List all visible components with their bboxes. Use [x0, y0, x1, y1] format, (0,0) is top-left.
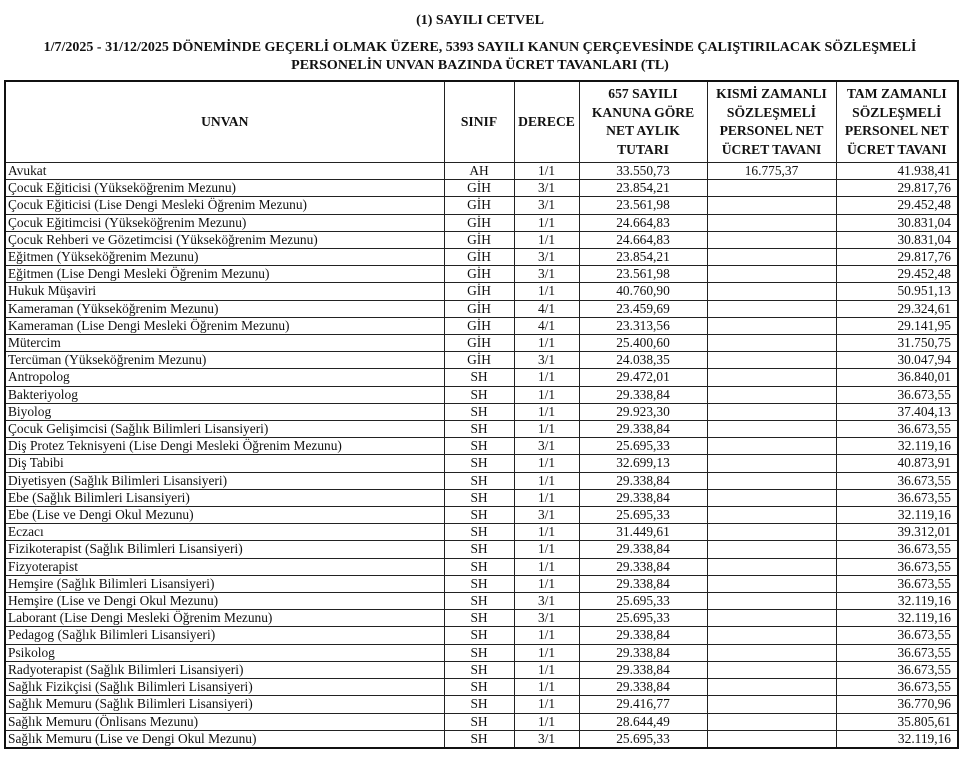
- cell-unvan: Biyolog: [5, 403, 444, 420]
- table-row: [5, 163, 958, 180]
- table-row: [5, 558, 958, 575]
- cell-derece: 1/1: [514, 231, 579, 248]
- cell-kismi-zamanli: [707, 180, 836, 197]
- cell-net-aylik: 29.338,84: [579, 661, 707, 678]
- cell-net-aylik: 29.923,30: [579, 403, 707, 420]
- cell-unvan: Ebe (Sağlık Bilimleri Lisansiyeri): [5, 489, 444, 506]
- cell-tam-zamanli: 30.831,04: [836, 214, 958, 231]
- cell-kismi-zamanli: [707, 386, 836, 403]
- cell-derece: 1/1: [514, 335, 579, 352]
- cell-tam-zamanli: 36.673,55: [836, 541, 958, 558]
- cell-net-aylik: 29.338,84: [579, 644, 707, 661]
- cell-tam-zamanli: 50.951,13: [836, 283, 958, 300]
- table-row: [5, 661, 958, 678]
- table-row: [5, 610, 958, 627]
- cell-kismi-zamanli: [707, 231, 836, 248]
- cell-sinif: SH: [444, 403, 514, 420]
- cell-sinif: SH: [444, 627, 514, 644]
- cell-net-aylik: 29.338,84: [579, 489, 707, 506]
- cell-unvan: Kameraman (Lise Dengi Mesleki Öğrenim Mezunu): [5, 317, 444, 334]
- table-row: [5, 369, 958, 386]
- table-row: [5, 180, 958, 197]
- table-row: [5, 507, 958, 524]
- table-row: [5, 713, 958, 730]
- cell-tam-zamanli: 35.805,61: [836, 713, 958, 730]
- cell-net-aylik: 33.550,73: [579, 163, 707, 180]
- cell-tam-zamanli: 29.817,76: [836, 180, 958, 197]
- cell-sinif: SH: [444, 610, 514, 627]
- cell-derece: 1/1: [514, 421, 579, 438]
- document-subtitle-line-1: 1/7/2025 - 31/12/2025 DÖNEMİNDE GEÇERLİ OLMAK ÜZERE, 5393 SAYILI KANUN ÇERÇEVESİNDE ÇALIŞTIRILACAK SÖZLEŞMELİ: [43, 40, 917, 55]
- cell-unvan: Mütercim: [5, 335, 444, 352]
- cell-net-aylik: 29.338,84: [579, 472, 707, 489]
- cell-sinif: SH: [444, 386, 514, 403]
- cell-sinif: SH: [444, 421, 514, 438]
- cell-derece: 1/1: [514, 575, 579, 592]
- cell-unvan: Hemşire (Sağlık Bilimleri Lisansiyeri): [5, 575, 444, 592]
- header-tam-zamanli: TAM ZAMANLI SÖZLEŞMELİ PERSONEL NET ÜCRET TAVANI: [836, 81, 958, 163]
- table-row: [5, 696, 958, 713]
- cell-derece: 1/1: [514, 627, 579, 644]
- cell-derece: 1/1: [514, 558, 579, 575]
- cell-net-aylik: 29.338,84: [579, 558, 707, 575]
- cell-derece: 1/1: [514, 541, 579, 558]
- table-row: [5, 524, 958, 541]
- cell-unvan: Kameraman (Yükseköğrenim Mezunu): [5, 300, 444, 317]
- cell-net-aylik: 32.699,13: [579, 455, 707, 472]
- cell-tam-zamanli: 36.840,01: [836, 369, 958, 386]
- table-row: [5, 317, 958, 334]
- cell-tam-zamanli: 36.770,96: [836, 696, 958, 713]
- cell-derece: 1/1: [514, 679, 579, 696]
- cell-tam-zamanli: 29.452,48: [836, 266, 958, 283]
- cell-sinif: SH: [444, 575, 514, 592]
- cell-net-aylik: 28.644,49: [579, 713, 707, 730]
- cell-net-aylik: 23.854,21: [579, 180, 707, 197]
- cell-net-aylik: 24.664,83: [579, 214, 707, 231]
- cell-sinif: GİH: [444, 231, 514, 248]
- cell-derece: 1/1: [514, 163, 579, 180]
- cell-unvan: Fizyoterapist: [5, 558, 444, 575]
- cell-unvan: Sağlık Fizikçisi (Sağlık Bilimleri Lisansiyeri): [5, 679, 444, 696]
- cell-derece: 1/1: [514, 696, 579, 713]
- cell-kismi-zamanli: [707, 679, 836, 696]
- cell-kismi-zamanli: [707, 438, 836, 455]
- cell-derece: 1/1: [514, 369, 579, 386]
- cell-derece: 1/1: [514, 661, 579, 678]
- cell-derece: 1/1: [514, 283, 579, 300]
- cell-derece: 1/1: [514, 214, 579, 231]
- cell-net-aylik: 23.561,98: [579, 197, 707, 214]
- cell-derece: 3/1: [514, 438, 579, 455]
- cell-sinif: SH: [444, 369, 514, 386]
- cell-derece: 3/1: [514, 197, 579, 214]
- cell-kismi-zamanli: [707, 317, 836, 334]
- cell-unvan: Diyetisyen (Sağlık Bilimleri Lisansiyeri): [5, 472, 444, 489]
- cell-kismi-zamanli: [707, 403, 836, 420]
- cell-sinif: GİH: [444, 335, 514, 352]
- cell-net-aylik: 23.313,56: [579, 317, 707, 334]
- cell-net-aylik: 29.338,84: [579, 541, 707, 558]
- cell-sinif: SH: [444, 558, 514, 575]
- cell-kismi-zamanli: [707, 335, 836, 352]
- cell-tam-zamanli: 36.673,55: [836, 661, 958, 678]
- table-header: [5, 81, 958, 163]
- cell-derece: 1/1: [514, 713, 579, 730]
- cell-net-aylik: 25.695,33: [579, 507, 707, 524]
- cell-kismi-zamanli: [707, 352, 836, 369]
- table-row: [5, 249, 958, 266]
- cell-tam-zamanli: 36.673,55: [836, 627, 958, 644]
- cell-kismi-zamanli: [707, 558, 836, 575]
- cell-tam-zamanli: 29.817,76: [836, 249, 958, 266]
- cell-tam-zamanli: 36.673,55: [836, 644, 958, 661]
- cell-sinif: SH: [444, 730, 514, 748]
- table-row: [5, 541, 958, 558]
- table-row: [5, 438, 958, 455]
- cell-derece: 4/1: [514, 317, 579, 334]
- cell-kismi-zamanli: [707, 369, 836, 386]
- cell-kismi-zamanli: [707, 249, 836, 266]
- cell-net-aylik: 29.416,77: [579, 696, 707, 713]
- cell-sinif: SH: [444, 644, 514, 661]
- cell-unvan: Fizikoterapist (Sağlık Bilimleri Lisansiyeri): [5, 541, 444, 558]
- cell-unvan: Hukuk Müşaviri: [5, 283, 444, 300]
- cell-sinif: SH: [444, 696, 514, 713]
- header-derece: DERECE: [514, 81, 579, 163]
- table-row: [5, 266, 958, 283]
- cell-sinif: SH: [444, 541, 514, 558]
- cell-unvan: Diş Tabibi: [5, 455, 444, 472]
- cell-net-aylik: 25.695,33: [579, 438, 707, 455]
- cell-tam-zamanli: 32.119,16: [836, 507, 958, 524]
- table-row: [5, 335, 958, 352]
- cell-derece: 1/1: [514, 403, 579, 420]
- cell-tam-zamanli: 31.750,75: [836, 335, 958, 352]
- cell-kismi-zamanli: [707, 300, 836, 317]
- cell-kismi-zamanli: [707, 455, 836, 472]
- cell-sinif: SH: [444, 472, 514, 489]
- cell-net-aylik: 25.695,33: [579, 730, 707, 748]
- cell-kismi-zamanli: [707, 644, 836, 661]
- cell-sinif: AH: [444, 163, 514, 180]
- cell-unvan: Psikolog: [5, 644, 444, 661]
- cell-kismi-zamanli: [707, 524, 836, 541]
- cell-net-aylik: 29.338,84: [579, 421, 707, 438]
- table-row: [5, 627, 958, 644]
- cell-derece: 3/1: [514, 249, 579, 266]
- cell-sinif: SH: [444, 593, 514, 610]
- cell-tam-zamanli: 29.452,48: [836, 197, 958, 214]
- cell-net-aylik: 24.664,83: [579, 231, 707, 248]
- cell-derece: 3/1: [514, 352, 579, 369]
- cell-sinif: SH: [444, 524, 514, 541]
- cell-derece: 3/1: [514, 730, 579, 748]
- cell-unvan: Çocuk Gelişimcisi (Sağlık Bilimleri Lisansiyeri): [5, 421, 444, 438]
- cell-tam-zamanli: 29.324,61: [836, 300, 958, 317]
- cell-sinif: GİH: [444, 180, 514, 197]
- table-row: [5, 231, 958, 248]
- header-kismi-zamanli: KISMİ ZAMANLI SÖZLEŞMELİ PERSONEL NET ÜCRET TAVANI: [707, 81, 836, 163]
- table-row: [5, 455, 958, 472]
- cell-sinif: SH: [444, 507, 514, 524]
- cell-tam-zamanli: 30.831,04: [836, 231, 958, 248]
- cell-derece: 1/1: [514, 386, 579, 403]
- table-row: [5, 214, 958, 231]
- document-title: (1) SAYILI CETVEL: [416, 13, 544, 28]
- cell-derece: 3/1: [514, 610, 579, 627]
- header-row: [5, 81, 958, 163]
- cell-derece: 1/1: [514, 524, 579, 541]
- cell-unvan: Eğitmen (Lise Dengi Mesleki Öğrenim Mezunu): [5, 266, 444, 283]
- cell-tam-zamanli: 41.938,41: [836, 163, 958, 180]
- cell-sinif: SH: [444, 438, 514, 455]
- cell-unvan: Çocuk Eğitimcisi (Yükseköğrenim Mezunu): [5, 214, 444, 231]
- cell-unvan: Bakteriyolog: [5, 386, 444, 403]
- table-row: [5, 593, 958, 610]
- cell-unvan: Sağlık Memuru (Sağlık Bilimleri Lisansiyeri): [5, 696, 444, 713]
- cell-derece: 3/1: [514, 180, 579, 197]
- cell-tam-zamanli: 29.141,95: [836, 317, 958, 334]
- cell-tam-zamanli: 37.404,13: [836, 403, 958, 420]
- header-net-aylik: 657 SAYILI KANUNA GÖRE NET AYLIK TUTARI: [579, 81, 707, 163]
- cell-kismi-zamanli: [707, 283, 836, 300]
- cell-kismi-zamanli: [707, 593, 836, 610]
- cell-net-aylik: 29.472,01: [579, 369, 707, 386]
- cell-tam-zamanli: 36.673,55: [836, 386, 958, 403]
- cell-kismi-zamanli: [707, 421, 836, 438]
- cell-derece: 3/1: [514, 266, 579, 283]
- cell-sinif: GİH: [444, 214, 514, 231]
- cell-tam-zamanli: 32.119,16: [836, 610, 958, 627]
- table-row: [5, 472, 958, 489]
- cell-sinif: SH: [444, 679, 514, 696]
- cell-unvan: Çocuk Eğiticisi (Lise Dengi Mesleki Öğrenim Mezunu): [5, 197, 444, 214]
- cell-kismi-zamanli: [707, 197, 836, 214]
- cell-derece: 1/1: [514, 644, 579, 661]
- cell-net-aylik: 25.695,33: [579, 610, 707, 627]
- cell-derece: 3/1: [514, 593, 579, 610]
- document-subtitle-line-2: PERSONELİN UNVAN BAZINDA ÜCRET TAVANLARI (TL): [291, 58, 669, 73]
- cell-kismi-zamanli: [707, 472, 836, 489]
- cell-derece: 1/1: [514, 489, 579, 506]
- cell-derece: 4/1: [514, 300, 579, 317]
- cell-unvan: Çocuk Rehberi ve Gözetimcisi (Yükseköğrenim Mezunu): [5, 231, 444, 248]
- cell-net-aylik: 29.338,84: [579, 679, 707, 696]
- table-row: [5, 644, 958, 661]
- table-row: [5, 352, 958, 369]
- cell-sinif: GİH: [444, 283, 514, 300]
- cell-tam-zamanli: 40.873,91: [836, 455, 958, 472]
- cell-kismi-zamanli: [707, 266, 836, 283]
- cell-net-aylik: 29.338,84: [579, 386, 707, 403]
- cell-tam-zamanli: 32.119,16: [836, 730, 958, 748]
- table-row: [5, 300, 958, 317]
- cell-tam-zamanli: 36.673,55: [836, 575, 958, 592]
- cell-kismi-zamanli: [707, 575, 836, 592]
- cell-sinif: GİH: [444, 352, 514, 369]
- cell-tam-zamanli: 36.673,55: [836, 489, 958, 506]
- table-row: [5, 679, 958, 696]
- cell-tam-zamanli: 32.119,16: [836, 438, 958, 455]
- table-row: [5, 386, 958, 403]
- cell-unvan: Sağlık Memuru (Önlisans Mezunu): [5, 713, 444, 730]
- cell-kismi-zamanli: [707, 610, 836, 627]
- cell-net-aylik: 29.338,84: [579, 575, 707, 592]
- cell-sinif: GİH: [444, 317, 514, 334]
- table-row: [5, 403, 958, 420]
- cell-unvan: Radyoterapist (Sağlık Bilimleri Lisansiyeri): [5, 661, 444, 678]
- cell-derece: 3/1: [514, 507, 579, 524]
- cell-derece: 1/1: [514, 455, 579, 472]
- cell-unvan: Tercüman (Yükseköğrenim Mezunu): [5, 352, 444, 369]
- cell-unvan: Eczacı: [5, 524, 444, 541]
- cell-sinif: GİH: [444, 300, 514, 317]
- cell-unvan: Sağlık Memuru (Lise ve Dengi Okul Mezunu): [5, 730, 444, 748]
- cell-tam-zamanli: 36.673,55: [836, 472, 958, 489]
- cell-kismi-zamanli: [707, 730, 836, 748]
- cell-kismi-zamanli: [707, 507, 836, 524]
- cell-kismi-zamanli: [707, 627, 836, 644]
- cell-kismi-zamanli: [707, 696, 836, 713]
- cell-kismi-zamanli: [707, 541, 836, 558]
- table-row: [5, 489, 958, 506]
- cell-tam-zamanli: 36.673,55: [836, 679, 958, 696]
- cell-net-aylik: 23.459,69: [579, 300, 707, 317]
- cell-unvan: Antropolog: [5, 369, 444, 386]
- cell-net-aylik: 25.400,60: [579, 335, 707, 352]
- cell-net-aylik: 24.038,35: [579, 352, 707, 369]
- cell-kismi-zamanli: [707, 661, 836, 678]
- cell-net-aylik: 31.449,61: [579, 524, 707, 541]
- cell-sinif: GİH: [444, 197, 514, 214]
- cell-kismi-zamanli: [707, 713, 836, 730]
- cell-kismi-zamanli: 16.775,37: [707, 163, 836, 180]
- cell-unvan: Laborant (Lise Dengi Mesleki Öğrenim Mezunu): [5, 610, 444, 627]
- cell-net-aylik: 29.338,84: [579, 627, 707, 644]
- cell-kismi-zamanli: [707, 214, 836, 231]
- cell-kismi-zamanli: [707, 489, 836, 506]
- cell-tam-zamanli: 39.312,01: [836, 524, 958, 541]
- header-unvan: UNVAN: [5, 81, 444, 163]
- cell-unvan: Hemşire (Lise ve Dengi Okul Mezunu): [5, 593, 444, 610]
- cell-sinif: SH: [444, 661, 514, 678]
- cell-tam-zamanli: 32.119,16: [836, 593, 958, 610]
- cell-net-aylik: 25.695,33: [579, 593, 707, 610]
- cell-unvan: Pedagog (Sağlık Bilimleri Lisansiyeri): [5, 627, 444, 644]
- cell-net-aylik: 40.760,90: [579, 283, 707, 300]
- table-row: [5, 730, 958, 748]
- cell-sinif: GİH: [444, 249, 514, 266]
- cell-tam-zamanli: 30.047,94: [836, 352, 958, 369]
- table-body: [5, 163, 958, 748]
- table-row: [5, 197, 958, 214]
- cell-unvan: Ebe (Lise ve Dengi Okul Mezunu): [5, 507, 444, 524]
- cell-sinif: GİH: [444, 266, 514, 283]
- cell-unvan: Eğitmen (Yükseköğrenim Mezunu): [5, 249, 444, 266]
- table-row: [5, 421, 958, 438]
- cell-sinif: SH: [444, 455, 514, 472]
- salary-ceiling-table: [4, 80, 959, 749]
- header-sinif: SINIF: [444, 81, 514, 163]
- cell-unvan: Çocuk Eğiticisi (Yükseköğrenim Mezunu): [5, 180, 444, 197]
- cell-net-aylik: 23.561,98: [579, 266, 707, 283]
- table-row: [5, 575, 958, 592]
- table-row: [5, 283, 958, 300]
- cell-unvan: Diş Protez Teknisyeni (Lise Dengi Mesleki Öğrenim Mezunu): [5, 438, 444, 455]
- cell-tam-zamanli: 36.673,55: [836, 558, 958, 575]
- cell-derece: 1/1: [514, 472, 579, 489]
- cell-unvan: Avukat: [5, 163, 444, 180]
- cell-sinif: SH: [444, 713, 514, 730]
- cell-tam-zamanli: 36.673,55: [836, 421, 958, 438]
- cell-net-aylik: 23.854,21: [579, 249, 707, 266]
- cell-sinif: SH: [444, 489, 514, 506]
